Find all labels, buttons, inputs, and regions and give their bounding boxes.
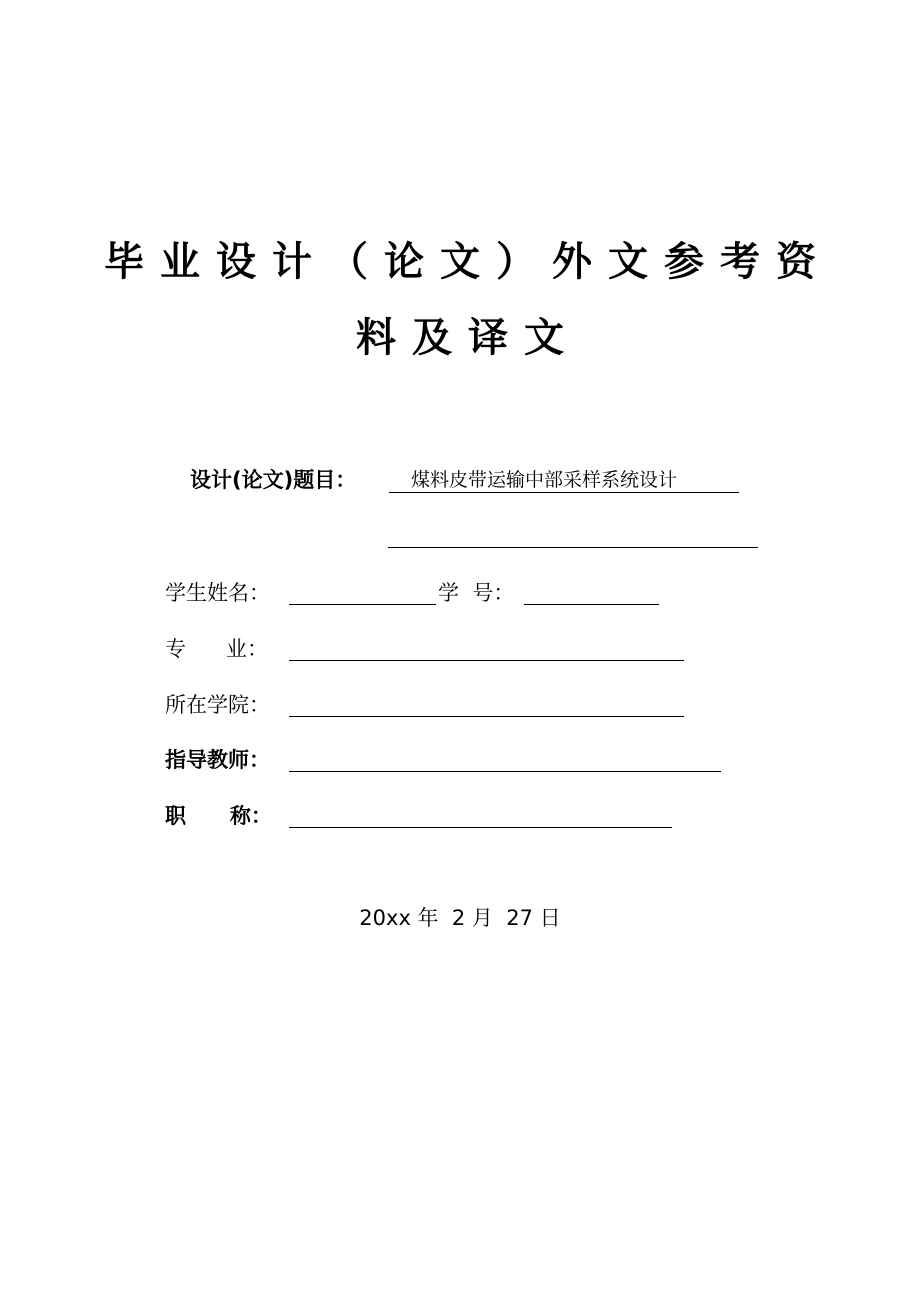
document-date: 20xx 年 2 月 27 日 xyxy=(359,906,561,930)
title-rank-label: 职 称： xyxy=(165,804,272,828)
student-name-label: 学生姓名： xyxy=(165,581,270,605)
student-id-line xyxy=(524,604,659,605)
college-label: 所在学院： xyxy=(165,693,270,717)
advisor-line xyxy=(289,771,721,772)
student-name-line xyxy=(289,604,436,605)
document-title-line-2: 料及译文 xyxy=(356,315,580,361)
topic-second-line xyxy=(388,547,758,548)
title-rank-line xyxy=(289,827,672,828)
college-line xyxy=(289,716,684,717)
topic-label: 设计(论文)题目： xyxy=(190,468,357,492)
major-line xyxy=(289,660,684,661)
major-label: 专 业： xyxy=(165,637,269,661)
topic-value: 煤料皮带运输中部采样系统设计 xyxy=(389,467,739,493)
student-id-label: 学 号： xyxy=(438,581,515,605)
document-title-line-1: 毕业设计（论文）外文参考资 xyxy=(104,239,832,285)
advisor-label: 指导教师： xyxy=(165,748,270,772)
